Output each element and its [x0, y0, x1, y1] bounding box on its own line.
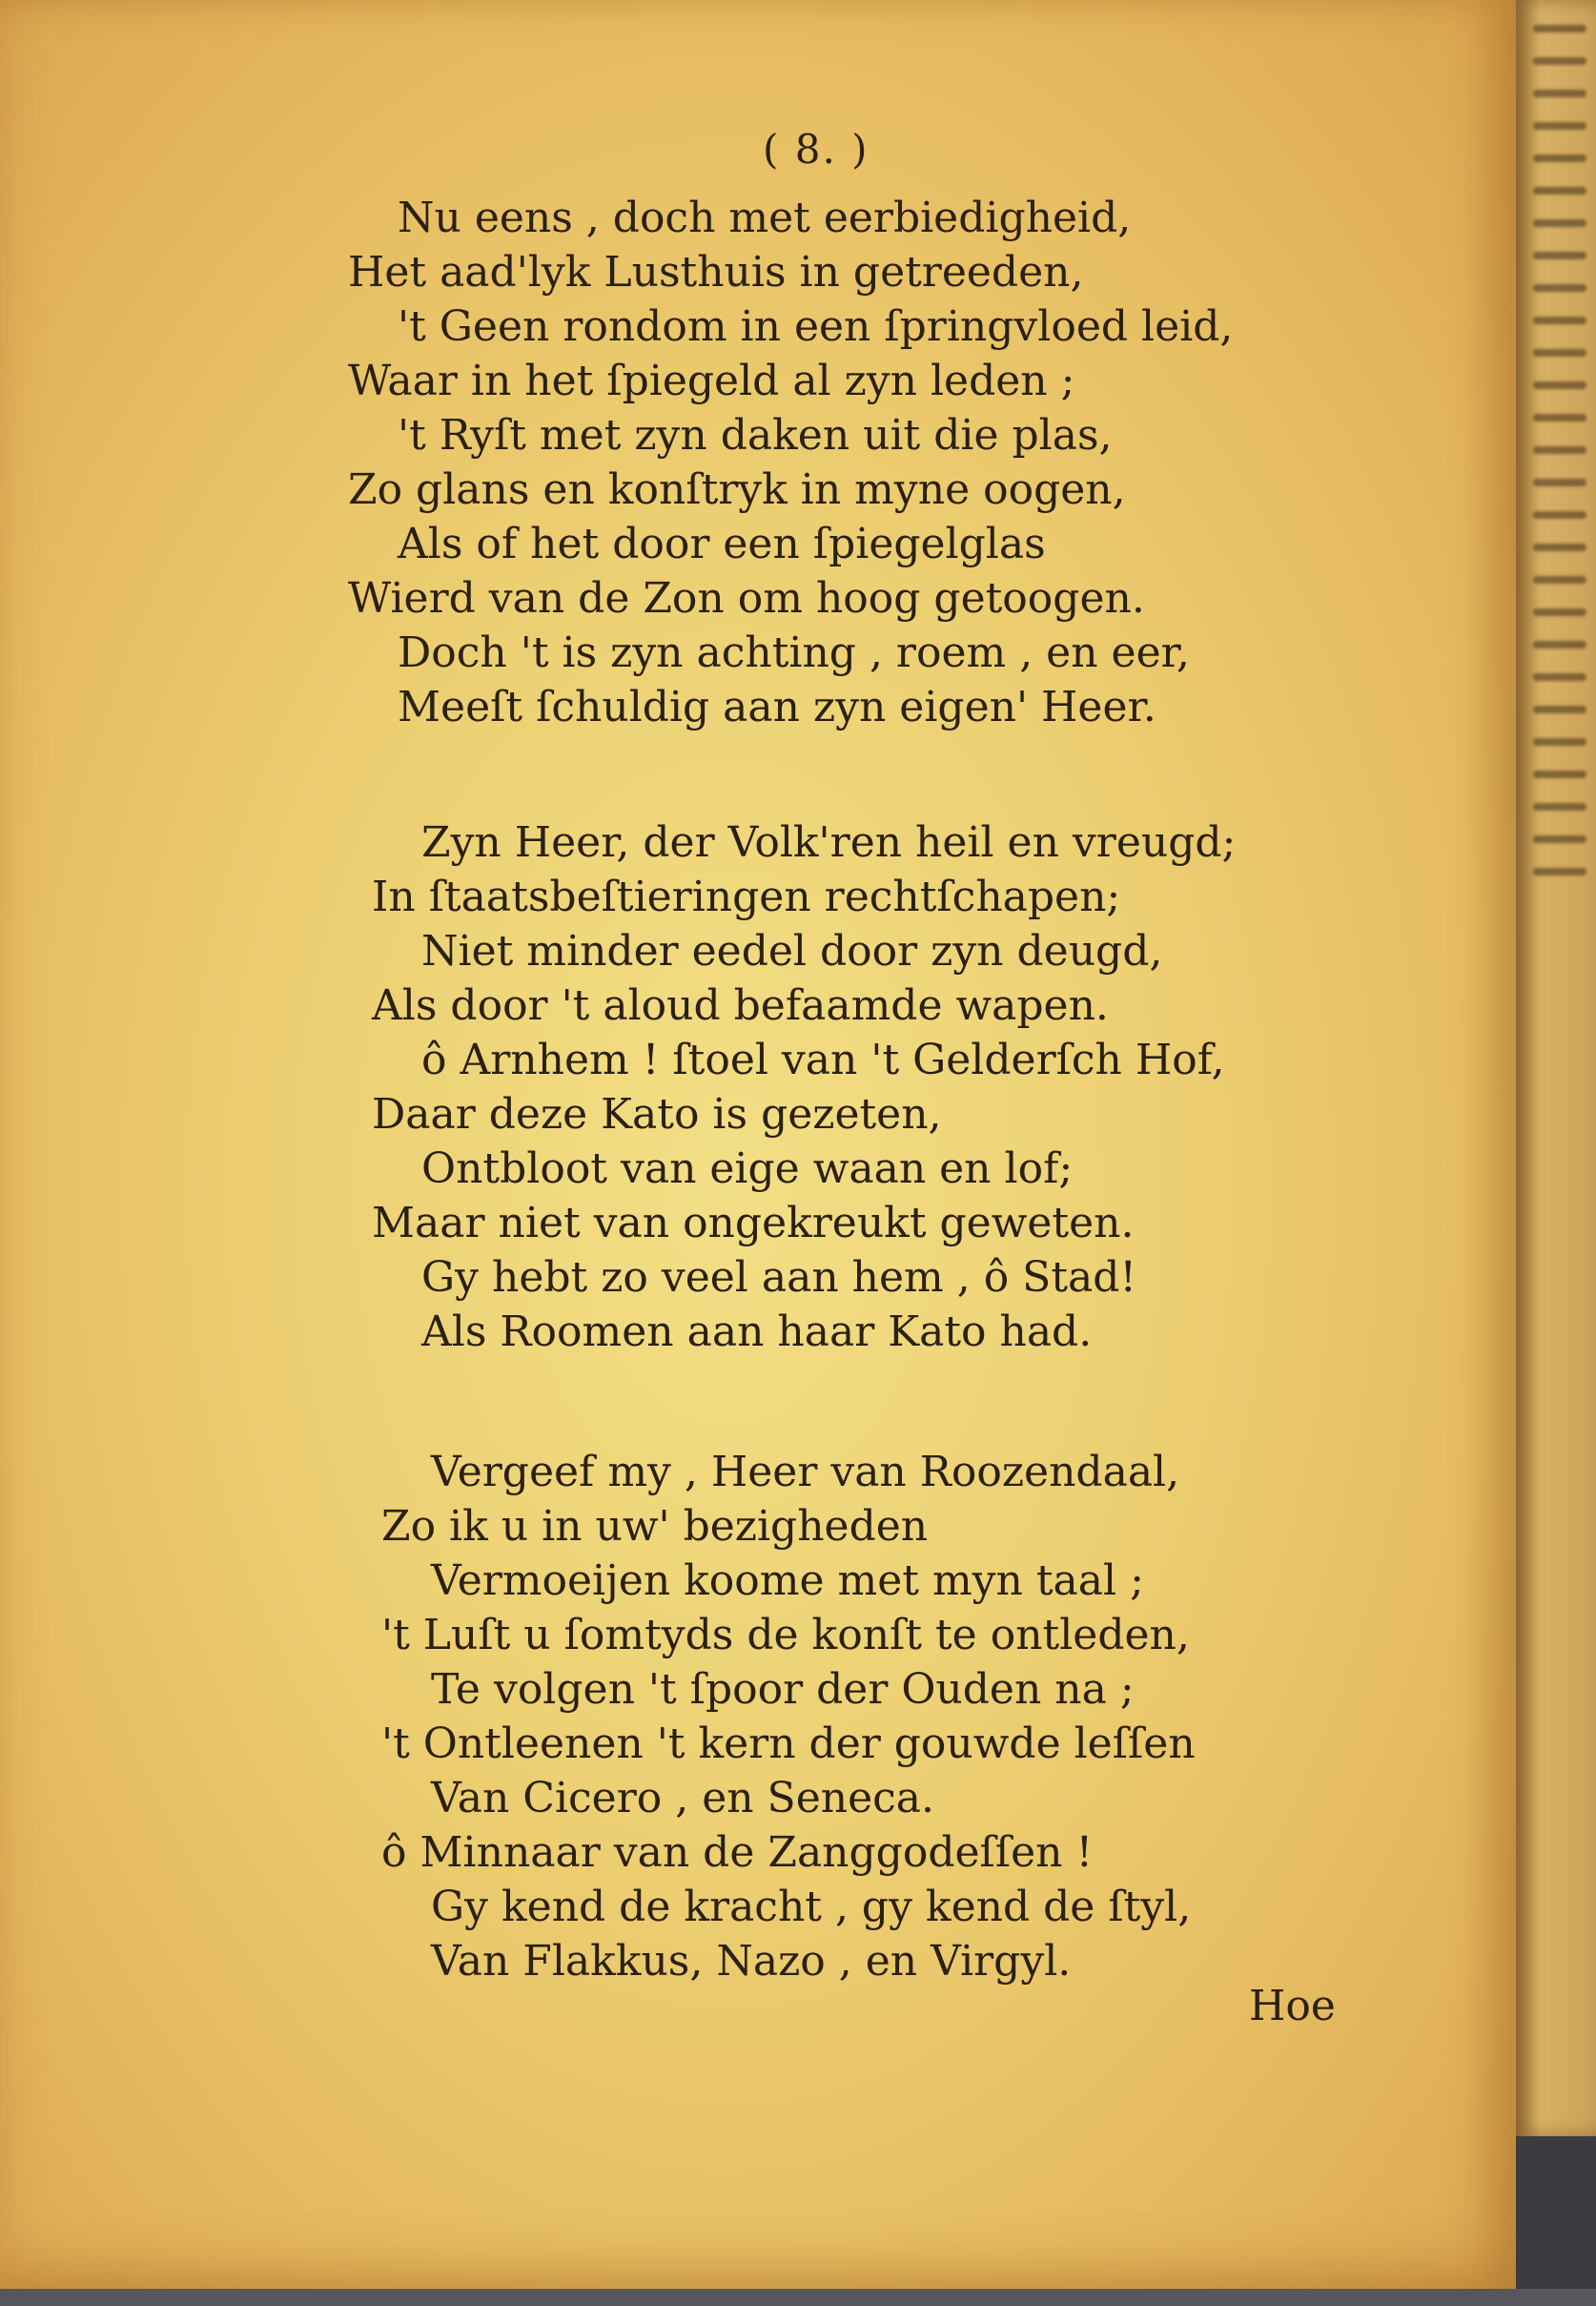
- verse-line: Als of het door een ſpiegelglas: [398, 520, 1046, 568]
- verse-line: 't Ontleenen 't kern der gouwde leſſen: [381, 1719, 1196, 1768]
- stanza-2: [372, 815, 1236, 1359]
- verse-line: 't Luſt u ſomtyds de konſt te ontleden,: [381, 1611, 1190, 1659]
- verse-line: Meeſt ſchuldig aan zyn eigen' Heer.: [398, 683, 1156, 731]
- verse-line: In ſtaatsbeſtieringen rechtſchapen;: [372, 873, 1121, 921]
- verse-line: Vermoeijen koome met myn taal ;: [431, 1556, 1144, 1605]
- verse-line: Gy hebt zo veel aan hem , ô Stad!: [421, 1253, 1137, 1302]
- verse-line: Ontbloot van eige waan en lof;: [421, 1144, 1074, 1193]
- catchword: Hoe: [1249, 1982, 1336, 2030]
- verse-line: Niet minder eedel door zyn deugd,: [421, 927, 1163, 976]
- verse-line: ô Arnhem ! ſtoel van 't Gelderſch Hof,: [421, 1036, 1225, 1084]
- verse-line: Zo glans en konſtryk in myne oogen,: [348, 465, 1126, 514]
- verse-line: 't Ryſt met zyn daken uit die plas,: [398, 411, 1113, 460]
- stanza-1: [348, 191, 1233, 734]
- stanza-3: [381, 1445, 1196, 1988]
- verse-line: Van Cicero , en Seneca.: [431, 1774, 934, 1822]
- verse-line: ô Minnaar van de Zanggodeſſen !: [381, 1828, 1094, 1877]
- verse-line: Waar in het ſpiegeld al zyn leden ;: [348, 357, 1075, 405]
- table-surface: [0, 2289, 1596, 2306]
- verse-line: Gy kend de kracht , gy kend de ſtyl,: [431, 1883, 1192, 1931]
- verse-line: 't Geen rondom in een ſpringvloed leid,: [398, 302, 1234, 351]
- verse-line: Wierd van de Zon om hoog getoogen.: [348, 574, 1145, 623]
- verse-line: Het aad'lyk Lusthuis in getreeden,: [348, 248, 1084, 297]
- verse-line: Als door 't aloud befaamde wapen.: [372, 981, 1109, 1030]
- verse-line: Nu eens , doch met eerbiedigheid,: [398, 194, 1132, 242]
- verse-line: Vergeef my , Heer van Roozendaal,: [431, 1448, 1180, 1496]
- verse-line: Daar deze Kato is gezeten,: [372, 1090, 942, 1139]
- verse-line: Te volgen 't ſpoor der Ouden na ;: [431, 1665, 1135, 1714]
- verse-line: Van Flakkus, Nazo , en Virgyl.: [431, 1937, 1072, 1986]
- verse-line: Maar niet van ongekreukt geweten.: [372, 1199, 1135, 1247]
- verse-line: Zyn Heer, der Volk'ren heil en vreugd;: [421, 818, 1237, 867]
- page-number: ( 8. ): [763, 126, 870, 173]
- verse-line: Doch 't is zyn achting , roem , en eer,: [398, 628, 1190, 677]
- next-page-edge: [1516, 0, 1596, 2136]
- verse-line: Als Roomen aan haar Kato had.: [421, 1307, 1093, 1356]
- verse-line: Zo ik u in uw' bezigheden: [381, 1502, 929, 1551]
